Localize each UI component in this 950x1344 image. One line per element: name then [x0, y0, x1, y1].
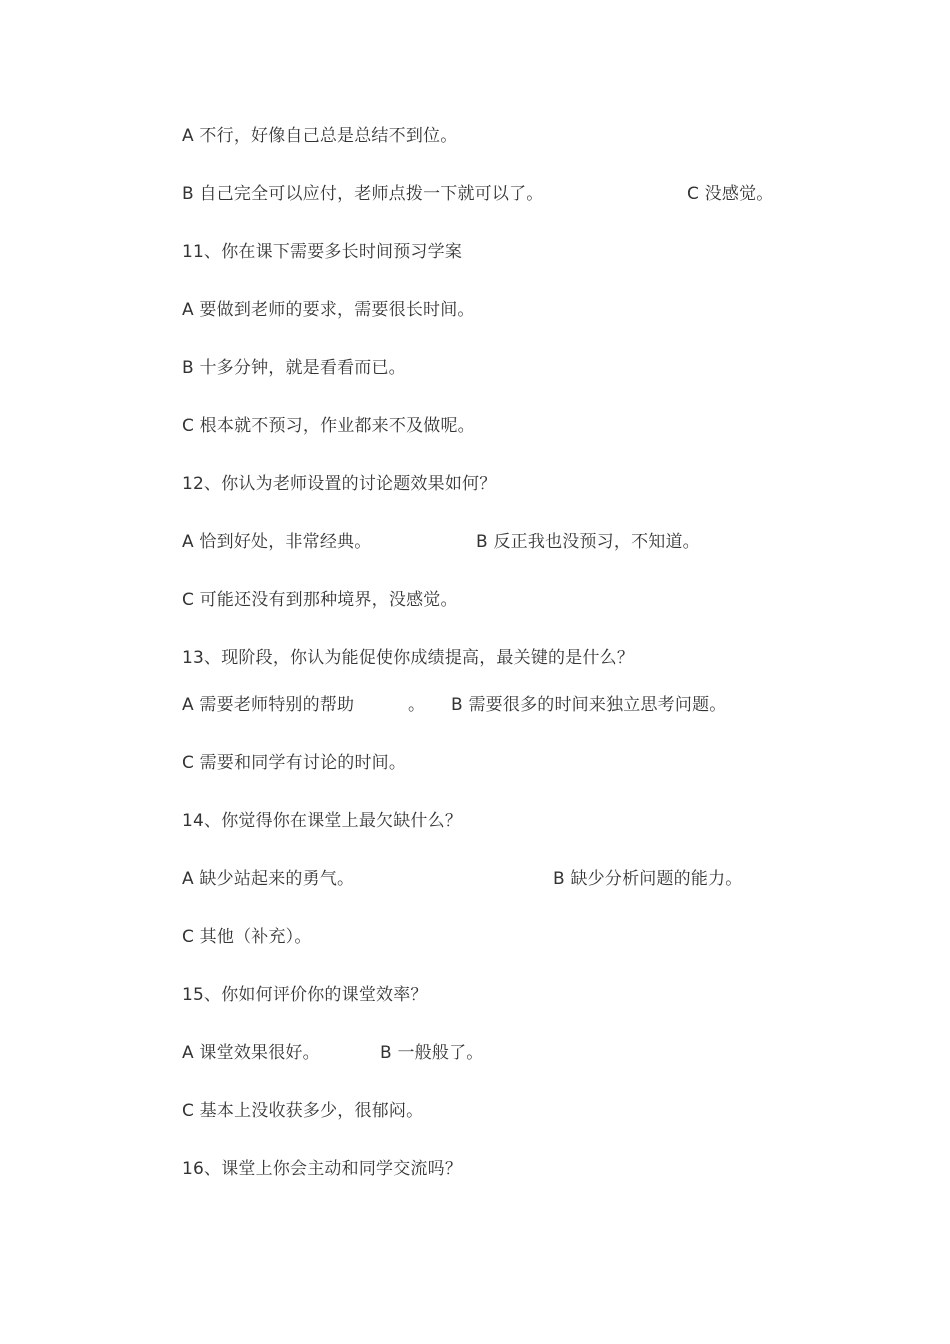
option-text: B 一般般了。: [380, 1043, 484, 1063]
option-text: 。: [408, 695, 426, 715]
option-text: C 其他（补充）。: [182, 927, 312, 947]
question-text: 14、你觉得你在课堂上最欠缺什么？: [182, 811, 463, 831]
question-text: 16、课堂上你会主动和同学交流吗？: [182, 1159, 463, 1179]
option-text: A 缺少站起来的勇气。: [182, 869, 355, 889]
question-text: 13、现阶段，你认为能促使你成绩提高，最关键的是什么？: [182, 648, 635, 668]
option-text: B 自己完全可以应付，老师点拨一下就可以了。: [182, 184, 544, 204]
option-text: A 课堂效果很好。: [182, 1043, 320, 1063]
option-text: C 需要和同学有讨论的时间。: [182, 753, 407, 773]
option-text: B 缺少分析问题的能力。: [553, 869, 743, 889]
option-text: A 需要老师特别的帮助: [182, 695, 355, 715]
question-text: 12、你认为老师设置的讨论题效果如何？: [182, 474, 497, 494]
option-text: A 恰到好处，非常经典。: [182, 532, 372, 552]
option-text: C 根本就不预习，作业都来不及做呢。: [182, 416, 475, 436]
option-text: C 可能还没有到那种境界，没感觉。: [182, 590, 458, 610]
option-text: C 基本上没收获多少，很郁闷。: [182, 1101, 424, 1121]
option-text: A 不行，好像自己总是总结不到位。: [182, 126, 458, 146]
option-text: A 要做到老师的要求，需要很长时间。: [182, 300, 475, 320]
question-text: 15、你如何评价你的课堂效率？: [182, 985, 428, 1005]
option-text: B 需要很多的时间来独立思考问题。: [451, 695, 727, 715]
option-text: B 反正我也没预习，不知道。: [476, 532, 700, 552]
option-text: C 没感觉。: [687, 184, 774, 204]
option-text: B 十多分钟，就是看看而已。: [182, 358, 406, 378]
question-text: 11、你在课下需要多长时间预习学案: [182, 242, 463, 262]
